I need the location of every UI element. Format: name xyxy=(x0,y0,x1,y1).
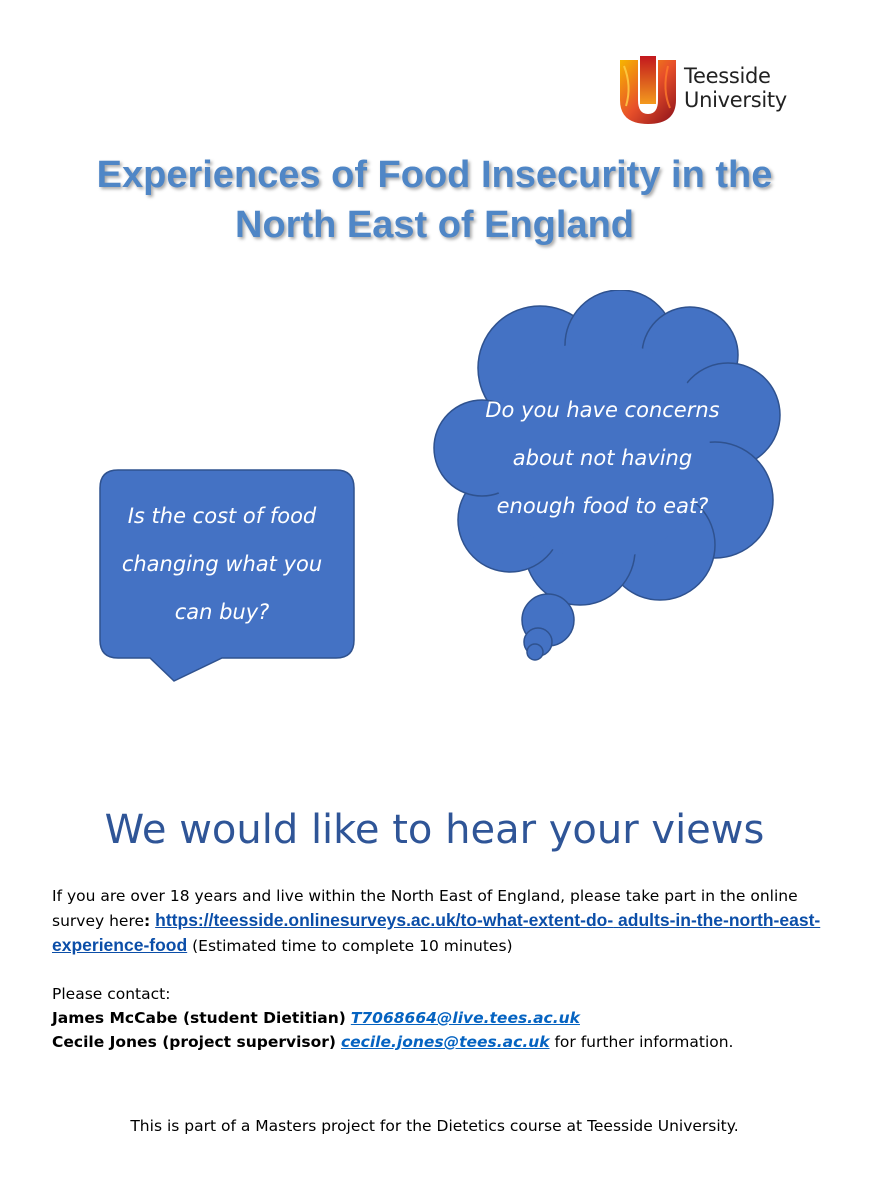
survey-link-part1: https://teesside.onlinesurveys.ac.uk/to-what-extent-do- xyxy=(155,910,614,930)
page-title-line1: Experiences of Food Insecurity in the xyxy=(96,154,773,196)
thought-bubble-line: enough food to eat? xyxy=(496,494,709,518)
survey-link-part2: adults-in-the-north-east-experience-food xyxy=(52,910,821,955)
footer-note: This is part of a Masters project for the Dietetics course at Teesside University. xyxy=(130,1117,739,1135)
speech-bubble-line: changing what you xyxy=(121,552,323,576)
contact-suffix: for further information. xyxy=(549,1033,734,1051)
contact-person-2: Cecile Jones (project supervisor) xyxy=(52,1033,337,1051)
time-note: (Estimated time to complete 10 minutes) xyxy=(187,937,513,955)
intro-text-2: online survey here xyxy=(52,887,798,930)
thought-bubble-line: about not having xyxy=(512,446,693,470)
university-name-line2: University xyxy=(684,88,787,112)
speech-bubble-line: Is the cost of food xyxy=(127,504,317,528)
thought-bubble-line: Do you have concerns xyxy=(485,398,720,422)
email-link-2[interactable]: cecile.jones@tees.ac.uk xyxy=(340,1033,550,1051)
contact-person-1: James McCabe (student Dietitian) xyxy=(52,1009,346,1027)
contact-heading: Please contact: xyxy=(52,985,171,1003)
contact-line-2 xyxy=(52,1030,832,1054)
email-link-1[interactable]: T7068664@live.tees.ac.uk xyxy=(350,1009,580,1027)
thought-bubble-text xyxy=(480,386,725,530)
university-logo-mark-icon xyxy=(618,56,678,126)
page-title-line2: North East of England xyxy=(235,204,634,246)
speech-bubble-line: can buy? xyxy=(174,600,270,624)
intro-text: If you are over 18 years and live within the North East of England, please take part in the xyxy=(52,887,746,905)
survey-info xyxy=(52,884,832,1054)
contact-line-1 xyxy=(52,1006,832,1030)
university-logo xyxy=(618,56,798,126)
intro-colon: : xyxy=(144,912,151,930)
page-title xyxy=(20,150,849,250)
university-name xyxy=(684,64,787,112)
speech-bubble-text xyxy=(112,492,332,636)
university-name-line1: Teesside xyxy=(684,64,771,88)
intro-paragraph xyxy=(52,884,832,958)
headline: We would like to hear your views xyxy=(104,807,765,853)
